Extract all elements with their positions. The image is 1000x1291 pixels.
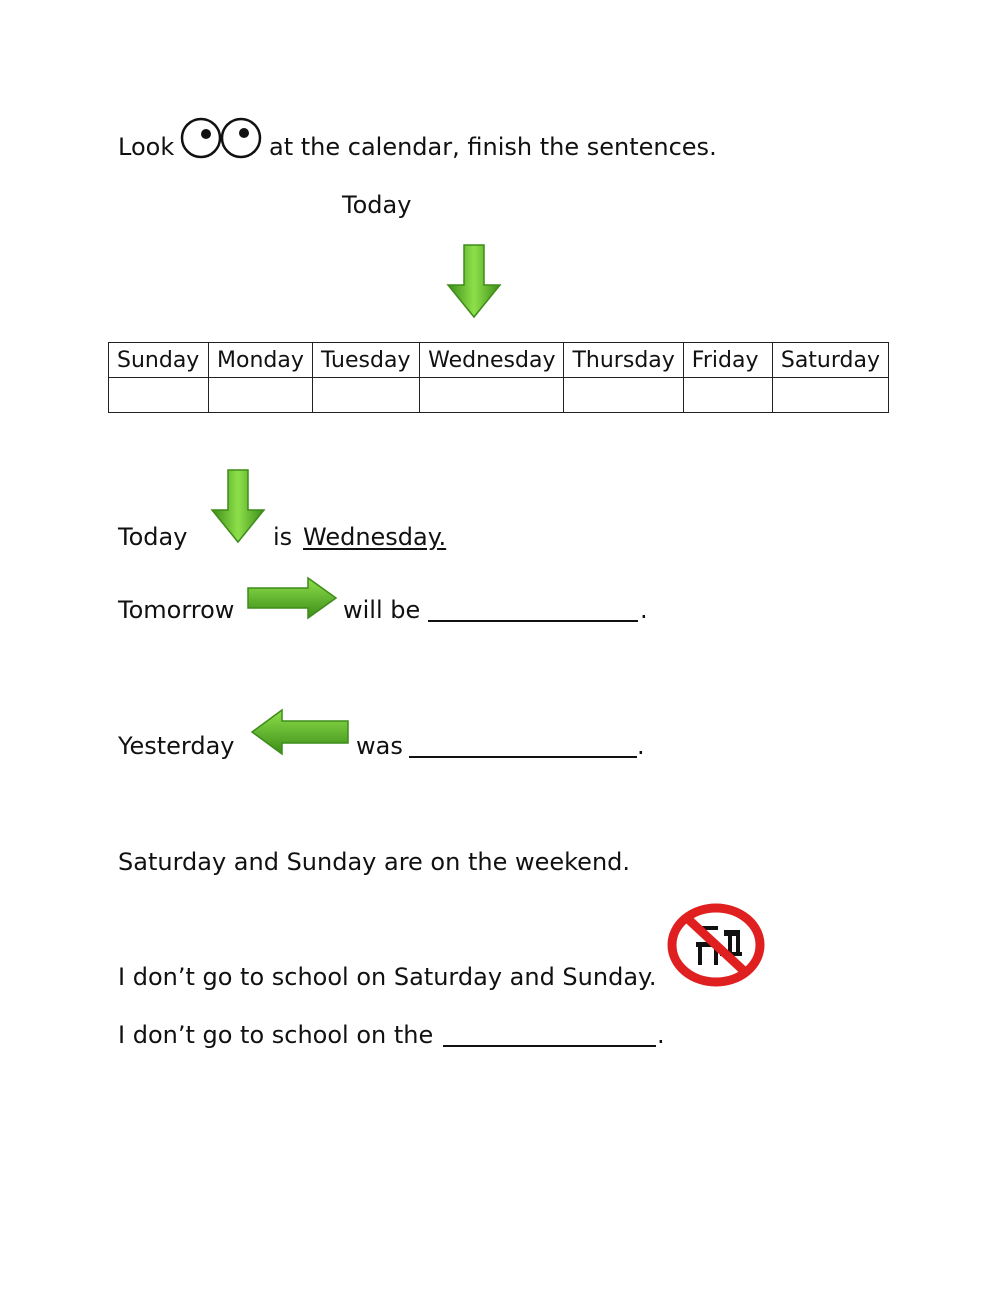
tomorrow-answer-blank[interactable] — [428, 600, 638, 622]
tomorrow-sentence-middle: will be — [343, 596, 421, 624]
day-friday: Friday — [683, 343, 772, 378]
instruction-text: at the calendar, finish the sentences. — [269, 133, 717, 161]
instruction-look: Look — [118, 133, 175, 161]
today-answer: Wednesday. — [303, 523, 447, 551]
day-thursday: Thursday — [564, 343, 683, 378]
day-saturday: Saturday — [772, 343, 888, 378]
calendar-cell[interactable] — [209, 378, 313, 413]
yesterday-sentence-start: Yesterday — [118, 732, 235, 760]
calendar-cell[interactable] — [312, 378, 419, 413]
no-school-sentence: I don’t go to school on Saturday and Sunday. — [118, 963, 657, 991]
weekend-sentence: Saturday and Sunday are on the weekend. — [118, 848, 631, 876]
today-label: Today — [342, 191, 412, 219]
calendar-header-row — [109, 343, 889, 378]
fill-weekend-period: . — [657, 1021, 665, 1049]
calendar-cell[interactable] — [420, 378, 564, 413]
arrow-down-icon — [446, 243, 502, 319]
no-school-icon — [666, 902, 766, 988]
tomorrow-sentence-start: Tomorrow — [118, 596, 235, 624]
calendar-empty-row — [109, 378, 889, 413]
calendar-cell[interactable] — [564, 378, 683, 413]
day-wednesday: Wednesday — [420, 343, 564, 378]
day-monday: Monday — [209, 343, 313, 378]
yesterday-period: . — [637, 732, 645, 760]
day-tuesday: Tuesday — [312, 343, 419, 378]
calendar-cell[interactable] — [109, 378, 209, 413]
arrow-right-icon — [246, 576, 338, 620]
arrow-down-icon — [210, 468, 266, 544]
arrow-left-icon — [250, 708, 350, 756]
fill-weekend-sentence-start: I don’t go to school on the — [118, 1021, 434, 1049]
calendar-table — [108, 342, 889, 413]
today-sentence-is: is — [273, 523, 293, 551]
day-sunday: Sunday — [109, 343, 209, 378]
calendar-cell[interactable] — [683, 378, 772, 413]
today-sentence-start: Today — [118, 523, 188, 551]
tomorrow-period: . — [640, 596, 648, 624]
weekend-answer-blank[interactable] — [443, 1025, 656, 1047]
calendar-cell[interactable] — [772, 378, 888, 413]
yesterday-answer-blank[interactable] — [409, 736, 637, 758]
yesterday-sentence-middle: was — [356, 732, 403, 760]
eyes-icon — [180, 117, 264, 159]
